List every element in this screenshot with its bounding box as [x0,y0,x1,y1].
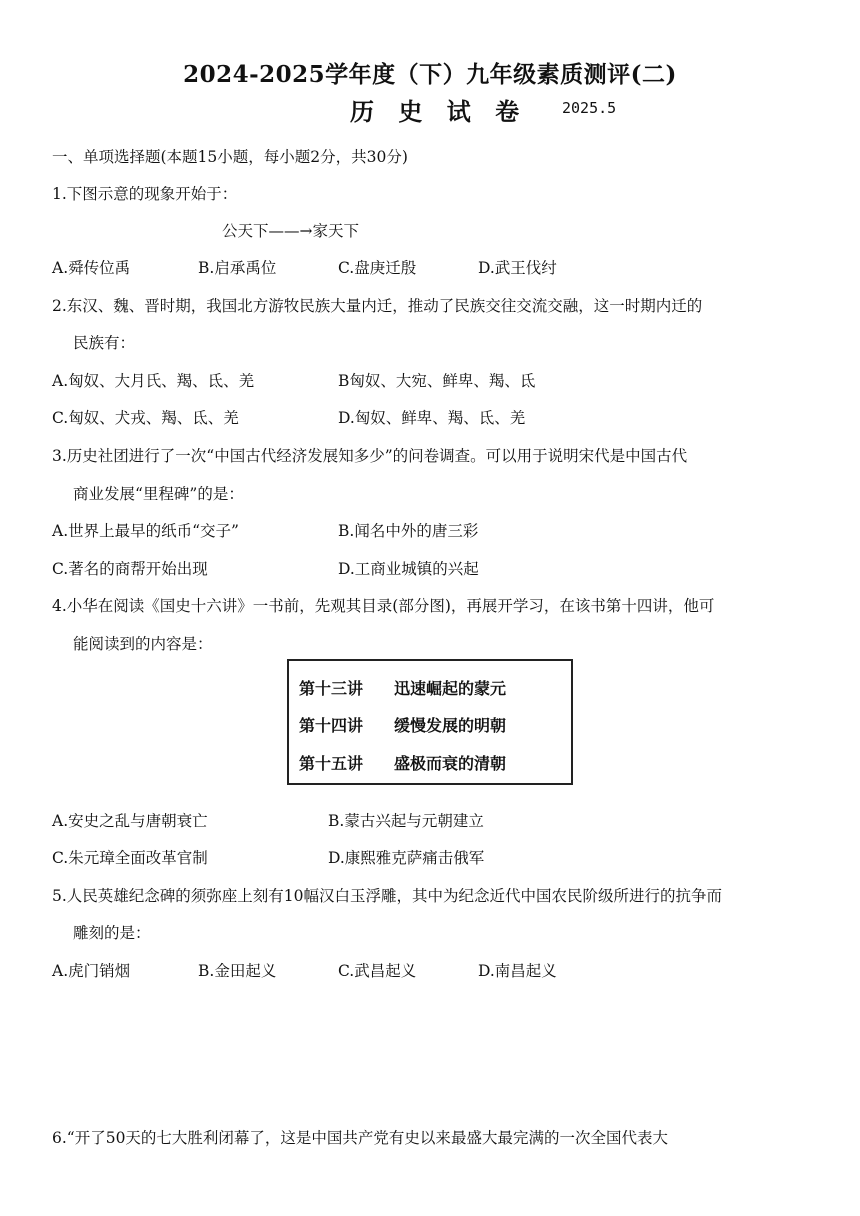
toc-row [299,751,506,774]
toc-chapter: 第十五讲 [299,754,364,773]
exam-title: 2024-2025学年度（下）九年级素质测评(二) [183,61,677,88]
question-4-option-b: B.蒙古兴起与元朝建立 [328,812,484,830]
toc-chapter: 第十三讲 [299,679,364,698]
question-4-option-c: C.朱元璋全面改革官制 [52,849,208,867]
toc-row [299,676,506,699]
question-4-stem-line2: 能阅读到的内容是： [73,635,213,653]
question-1-option-b: B.启承禹位 [198,259,277,277]
question-2-option-c: C.匈奴、犬戎、羯、氐、羌 [52,409,239,427]
question-5-option-b: B.金田起义 [198,962,277,980]
question-2-option-b: B匈奴、大宛、鲜卑、羯、氐 [338,372,536,390]
question-2-stem-line1: 2.东汉、魏、晋时期，我国北方游牧民族大量内迁，推动了民族交往交流交融，这一时期内迁的 [52,297,703,315]
question-1-option-c: C.盘庚迁殷 [338,259,417,277]
section-heading: 一、单项选择题(本题15小题，每小题2分，共30分) [52,148,408,166]
question-4-option-a: A.安史之乱与唐朝衰亡 [52,812,208,830]
question-4-stem-line1: 4.小华在阅读《国史十六讲》一书前，先观其目录(部分图)，再展开学习，在该书第十四讲，他可 [52,597,715,615]
question-1-option-d: D.武王伐纣 [478,259,557,277]
question-3-option-d: D.工商业城镇的兴起 [338,560,479,578]
toc-chapter: 第十四讲 [299,716,364,735]
question-5-option-a: A.虎门销烟 [52,962,131,980]
question-3-option-a: A.世界上最早的纸币“交子” [52,522,239,540]
question-1-option-a: A.舜传位禹 [52,259,131,277]
toc-chapter-title: 盛极而衰的清朝 [394,754,507,773]
question-6-stem-line1: 6.“开了50天的七大胜利闭幕了，这是中国共产党有史以来最盛大最完满的一次全国代表大 [52,1129,668,1147]
toc-chapter-title: 缓慢发展的明朝 [394,716,507,735]
question-4-option-d: D.康熙雅克萨痛击俄军 [328,849,485,867]
question-2-stem-line2: 民族有： [73,334,136,352]
question-2-option-a: A.匈奴、大月氏、羯、氐、羌 [52,372,255,390]
question-3-stem-line2: 商业发展“里程碑”的是： [73,485,244,503]
question-5-stem-line1: 5.人民英雄纪念碑的须弥座上刻有10幅汉白玉浮雕，其中为纪念近代中国农民阶级所进行的抗争而 [52,887,723,905]
question-1-figure: 公天下——→家天下 [222,222,359,240]
question-5-stem-line2: 雕刻的是： [73,924,151,942]
question-2-option-d: D.匈奴、鲜卑、羯、氐、羌 [338,409,526,427]
toc-chapter-title: 迅速崛起的蒙元 [394,679,507,698]
question-1-stem: 1.下图示意的现象开始于： [52,185,238,203]
toc-row [299,713,506,736]
subject-title: 历 史 试 卷 [350,97,528,126]
question-3-option-b: B.闻名中外的唐三彩 [338,522,479,540]
question-5-option-d: D.南昌起义 [478,962,557,980]
table-of-contents-figure [287,659,573,785]
question-3-option-c: C.著名的商帮开始出现 [52,560,208,578]
question-5-option-c: C.武昌起义 [338,962,417,980]
question-3-stem-line1: 3.历史社团进行了一次“中国古代经济发展知多少”的问卷调查。可以用于说明宋代是中国古代 [52,447,688,465]
exam-date: 2025.5 [562,99,617,117]
